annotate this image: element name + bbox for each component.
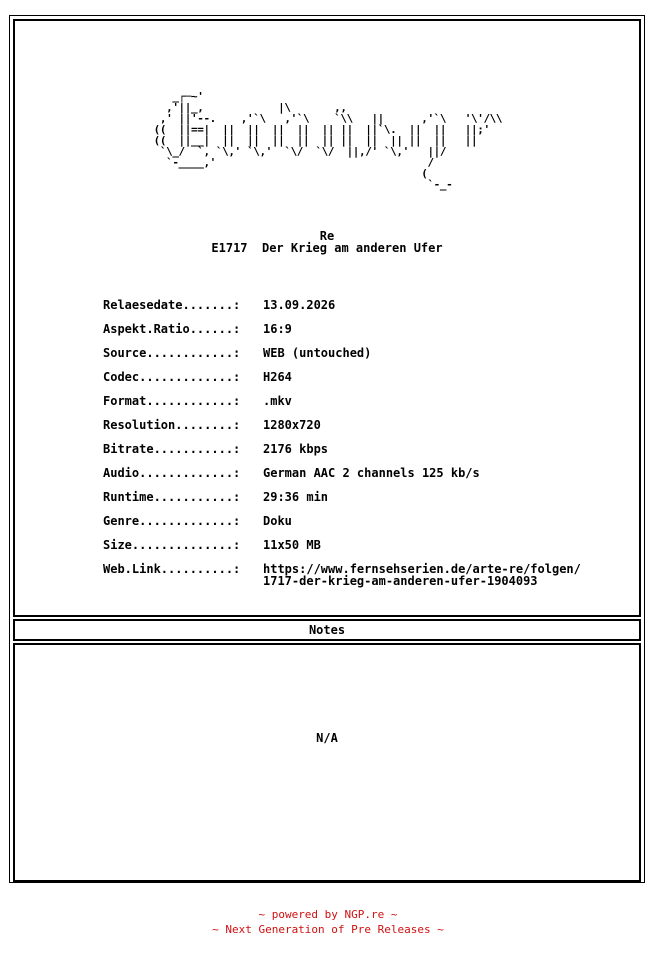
- release-info-panel: [13, 19, 641, 617]
- info-row-aspect-ratio: [103, 323, 633, 347]
- info-label: Relaesedate.......:: [103, 298, 241, 312]
- info-row-genre: [103, 515, 633, 539]
- info-label: Source............:: [103, 346, 241, 360]
- info-value: 11x50 MB: [263, 538, 321, 552]
- info-label: Genre.............:: [103, 514, 241, 528]
- info-label: Audio.............:: [103, 466, 241, 480]
- info-label: Resolution........:: [103, 418, 241, 432]
- info-row-runtime: [103, 491, 633, 515]
- info-row-audio: [103, 467, 633, 491]
- info-row-codec: [103, 371, 633, 395]
- info-value: 29:36 min: [263, 490, 329, 504]
- info-label: Size..............:: [103, 538, 241, 552]
- info-label: Aspekt.Ratio......:: [103, 322, 241, 336]
- footer-tagline: ~ Next Generation of Pre Releases ~: [212, 923, 444, 936]
- info-row-weblink: [103, 563, 633, 587]
- info-value: WEB (untouched): [263, 346, 372, 360]
- notes-heading: Notes: [308, 623, 346, 637]
- info-value: 1280x720: [263, 418, 321, 432]
- info-value: Doku: [263, 514, 292, 528]
- weblink-value: https://www.fernsehserien.de/arte-re/folgen/ 1717-der-krieg-am-anderen-ufer-1904093: [263, 562, 581, 588]
- notes-panel: [13, 643, 641, 882]
- info-label: Web.Link..........:: [103, 562, 241, 576]
- info-value: 16:9: [263, 322, 292, 336]
- release-title: E1717 Der Krieg am anderen Ufer: [211, 241, 443, 255]
- info-list: [103, 299, 633, 587]
- info-row-releasedate: [103, 299, 633, 323]
- info-label: Format............:: [103, 394, 241, 408]
- notes-body: N/A: [316, 731, 338, 745]
- footer-powered-by: ~ powered by NGP.re ~: [258, 908, 398, 921]
- info-row-bitrate: [103, 443, 633, 467]
- release-group: Re: [319, 229, 335, 243]
- info-value: German AAC 2 channels 125 kb/s: [263, 466, 480, 480]
- info-row-format: [103, 395, 633, 419]
- info-value: .mkv: [263, 394, 292, 408]
- info-row-source: [103, 347, 633, 371]
- info-value: H264: [263, 370, 292, 384]
- notes-header-panel: [13, 619, 641, 641]
- info-row-resolution: [103, 419, 633, 443]
- info-value: 13.09.2026: [263, 298, 336, 312]
- info-value: 2176 kbps: [263, 442, 329, 456]
- info-label: Codec.............:: [103, 370, 241, 384]
- info-row-size: [103, 539, 633, 563]
- info-label: Bitrate...........:: [103, 442, 241, 456]
- ascii-logo: _┌─~' ,'||_, |\ ,, ,' ||'--. ,'`\ ,'`\ `\\ || ,'`\ '\'/\\ (( ||==| || || || || || || ||`\. || || ||;' (( ||__| || || || || || || || || || || || `\_/ `, `\,' `\,' `\/ `\/ ||,/' `\,' ||/ `-____,' / ( `-_-: [153, 90, 503, 191]
- info-label: Runtime...........:: [103, 490, 241, 504]
